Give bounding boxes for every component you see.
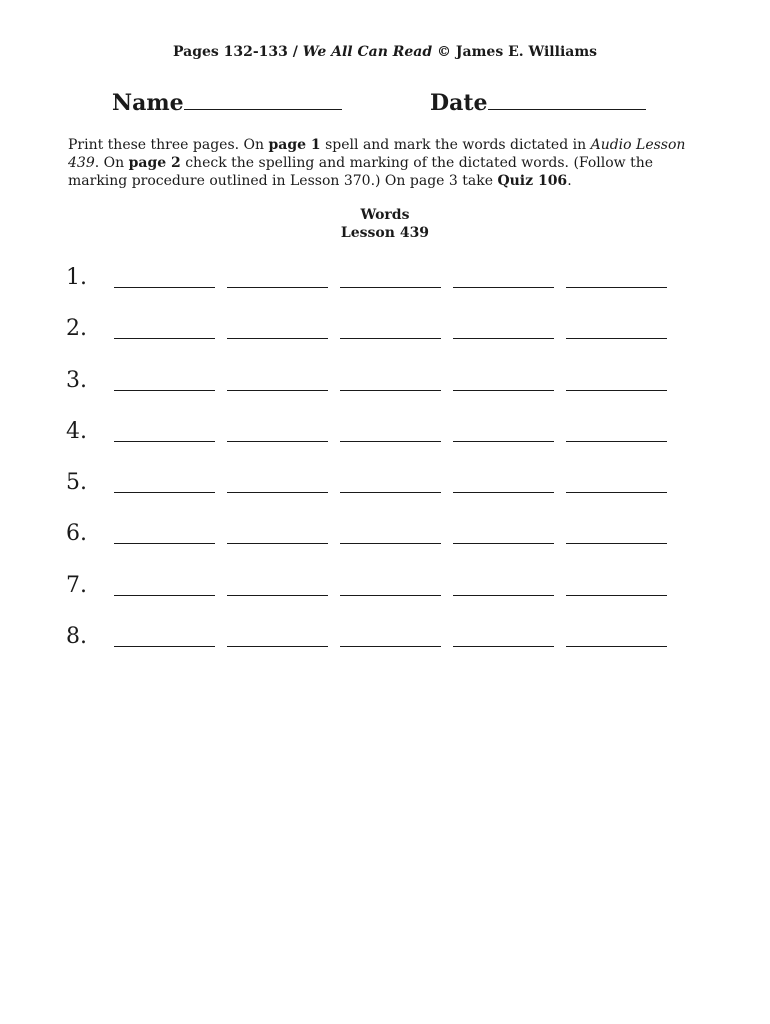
word-blank[interactable] <box>566 441 667 442</box>
word-blank[interactable] <box>566 287 667 288</box>
word-blank[interactable] <box>566 492 667 493</box>
word-blank[interactable] <box>453 646 554 647</box>
row-number: 5. <box>66 470 87 496</box>
word-row <box>66 262 706 313</box>
word-row <box>66 570 706 621</box>
row-number: 8. <box>66 624 87 650</box>
word-rows <box>66 262 706 672</box>
word-blank[interactable] <box>114 492 215 493</box>
date-field[interactable] <box>430 90 646 116</box>
word-row <box>66 313 706 364</box>
word-blank[interactable] <box>340 543 441 544</box>
quiz-reference: Quiz 106 <box>497 173 568 189</box>
page-range: Pages 132-133 / <box>172 44 298 60</box>
word-blank[interactable] <box>227 646 328 647</box>
word-row <box>66 365 706 416</box>
word-blank[interactable] <box>453 390 554 391</box>
word-blank[interactable] <box>227 595 328 596</box>
word-blank[interactable] <box>227 492 328 493</box>
name-field[interactable] <box>112 90 342 116</box>
word-blank[interactable] <box>114 338 215 339</box>
name-blank-line[interactable] <box>184 91 342 110</box>
name-label: Name <box>112 90 184 116</box>
word-blank[interactable] <box>566 338 667 339</box>
word-blank[interactable] <box>566 646 667 647</box>
word-blank[interactable] <box>453 543 554 544</box>
word-blank[interactable] <box>114 543 215 544</box>
word-blank[interactable] <box>114 287 215 288</box>
audio-lesson-reference: Audio Lesson 439 <box>68 137 686 171</box>
instructions-paragraph: Print these three pages. On page 1 spell and mark the words dictated in Audio Lesson 439. On page 2 check the spelling and marking of the dictated words. (Follow the marking procedure outlined in Lesson 370.) On page 3 take Quiz 106. <box>68 137 686 189</box>
word-blank[interactable] <box>227 338 328 339</box>
word-blank[interactable] <box>340 492 441 493</box>
word-blank[interactable] <box>453 441 554 442</box>
page-header <box>0 44 770 60</box>
word-blank[interactable] <box>340 390 441 391</box>
word-blank[interactable] <box>340 338 441 339</box>
word-blank[interactable] <box>227 390 328 391</box>
word-blank[interactable] <box>340 287 441 288</box>
word-blank[interactable] <box>227 287 328 288</box>
word-blank[interactable] <box>566 543 667 544</box>
word-blank[interactable] <box>340 441 441 442</box>
word-blank[interactable] <box>453 287 554 288</box>
word-row <box>66 467 706 518</box>
word-blank[interactable] <box>227 441 328 442</box>
word-blank[interactable] <box>340 595 441 596</box>
row-number: 6. <box>66 521 87 547</box>
copyright-notice: © James E. Williams <box>437 44 598 60</box>
section-lesson: Lesson 439 <box>340 225 430 241</box>
row-number: 1. <box>66 265 87 290</box>
word-blank[interactable] <box>453 595 554 596</box>
word-row <box>66 621 706 672</box>
word-blank[interactable] <box>566 595 667 596</box>
word-blank[interactable] <box>114 595 215 596</box>
word-blank[interactable] <box>453 492 554 493</box>
page-1-emphasis: page 1 <box>268 137 321 153</box>
word-blank[interactable] <box>114 441 215 442</box>
word-blank[interactable] <box>340 646 441 647</box>
word-blank[interactable] <box>566 390 667 391</box>
section-title: Words <box>360 207 410 223</box>
word-blank[interactable] <box>227 543 328 544</box>
date-label: Date <box>430 90 488 116</box>
row-number: 2. <box>66 316 87 342</box>
word-blank[interactable] <box>114 390 215 391</box>
word-blank[interactable] <box>453 338 554 339</box>
word-blank[interactable] <box>114 646 215 647</box>
date-blank-line[interactable] <box>488 91 646 110</box>
name-date-section <box>0 90 770 120</box>
word-row <box>66 416 706 467</box>
section-heading <box>0 206 770 242</box>
book-title: We All Can Read <box>302 44 433 60</box>
word-row <box>66 518 706 569</box>
row-number: 7. <box>66 572 87 598</box>
row-number: 3. <box>66 367 87 393</box>
row-number: 4. <box>66 418 87 444</box>
page-2-emphasis: page 2 <box>128 155 181 171</box>
